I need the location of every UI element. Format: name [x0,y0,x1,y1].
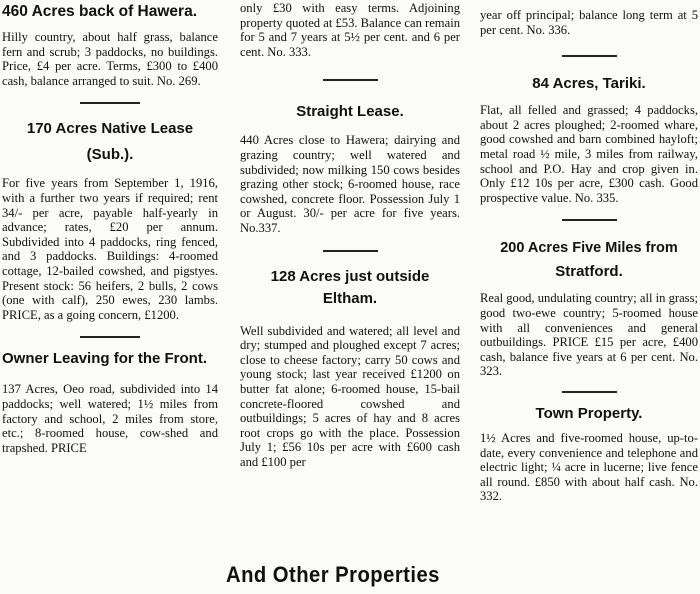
ad-body-town-property: 1½ Acres and five-roomed house, up-to-date, every convenience and telephone and electric light; ¼ acre in lucerne; live fence all round. £850 with about half cash. No. 332. [480,430,698,504]
divider-rule [323,79,378,81]
ad-heading-owner-leaving: Owner Leaving for the Front. [2,350,208,368]
divider-rule [80,336,140,338]
column-2 [240,0,460,469]
ad-body-170-acres: For five years from September 1, 1916, with a further two years if required; rent 34/- per acre, payable half-yearly in advance; rates, £20 per annum. Subdivided into 4 paddocks, ring fenced, and 3 paddocks. Buildings: 4-roomed cottage, 12-bailed cowshed, and pigstyes. Present stock: 56 heifers, 2 bulls, 2 cows (one with calf), 250 ewes, 230 lambs. PRICE, as a going concern, £1200. [2,176,218,322]
ad-heading-128-acres-line1: 128 Acres just outside [270,267,430,285]
ad-body-84-acres: Flat, all felled and grassed; 4 paddocks, about 2 acres ploughed; 2-roomed whare, good cowshed and barn combined hayloft; metal road ½ mile, 3 miles from railway, school and P.O. Hay and crop given in. Only £12 10s per acre, £300 cash. Good prospective value. No. 335. [480,103,698,205]
divider-rule [562,391,617,393]
ad-body-continuation: only £30 with easy terms. Adjoining property quoted at £53. Balance can remain for 5 and 7 years at 5½ per cent. and 6 per cent. No. 333. [240,1,460,59]
ad-body-straight-lease: 440 Acres close to Hawera; dairying and grazing country; well watered and subdivided; now milking 150 cows besides grazing other stock; 6-roomed house, race cowshed, concrete floor. Possession July 1 or August. 30/- per acre for five years. No.337. [240,133,460,235]
ad-body-owner-leaving: 137 Acres, Oeo road, subdivided into 14 paddocks; well watered; 1½ miles from factory and school, 2 miles from store, etc.; 8-roomed house, cow-shed and trapshed. PRICE [2,382,218,455]
and-other-properties-heading: And Other Properties [226,562,440,587]
ad-body-200-acres: Real good, undulating country; all in grass; good two-ewe country; 5-roomed house with all conveniences and general outbuildings. PRICE £15 per acre, £400 cash, balance five years at 6 per cent. No. 323. [480,291,698,379]
ad-heading-128-acres-line2: Eltham. [322,289,378,307]
ad-heading-170-acres-line1: 170 Acres Native Lease [26,120,194,138]
ad-heading-straight-lease: Straight Lease. [296,103,404,121]
ad-heading-460-acres: 460 Acres back of Hawera. [2,3,198,20]
ad-heading-200-acres-line2: Stratford. [555,263,623,281]
ad-heading-town-property: Town Property. [535,404,643,422]
ad-body-continuation: year off principal; balance long term at 5 per cent. No. 336. [480,8,698,37]
column-1 [2,0,218,455]
ad-heading-170-acres-line2: (Sub.). [86,146,134,164]
ad-heading-200-acres-line1: 200 Acres Five Miles from [500,240,678,257]
ad-body-460-acres: Hilly country, about half grass, balance fern and scrub; 3 paddocks, no buildings. Price, £4 per acre. Terms, £300 to £400 cash, balance arranged to suit. No. 269. [2,30,218,88]
divider-rule [562,219,617,221]
divider-rule [562,55,617,57]
column-3 [480,0,698,504]
ad-heading-84-acres: 84 Acres, Tariki. [532,75,646,93]
ad-body-128-acres: Well subdivided and watered; all level and dry; stumped and ploughed except 7 acres; close to cheese factory; carry 50 cows and young stock; last year received £1200 on butter fat alone; 6-roomed house, 15-bail concrete-floored cowshed and outbuildings; 5 acres of hay and 8 acres root crops go with the place. Possession July 1; £56 10s per acre with £600 cash and £100 per [240,323,460,469]
divider-rule [323,250,378,252]
divider-rule [80,102,140,104]
